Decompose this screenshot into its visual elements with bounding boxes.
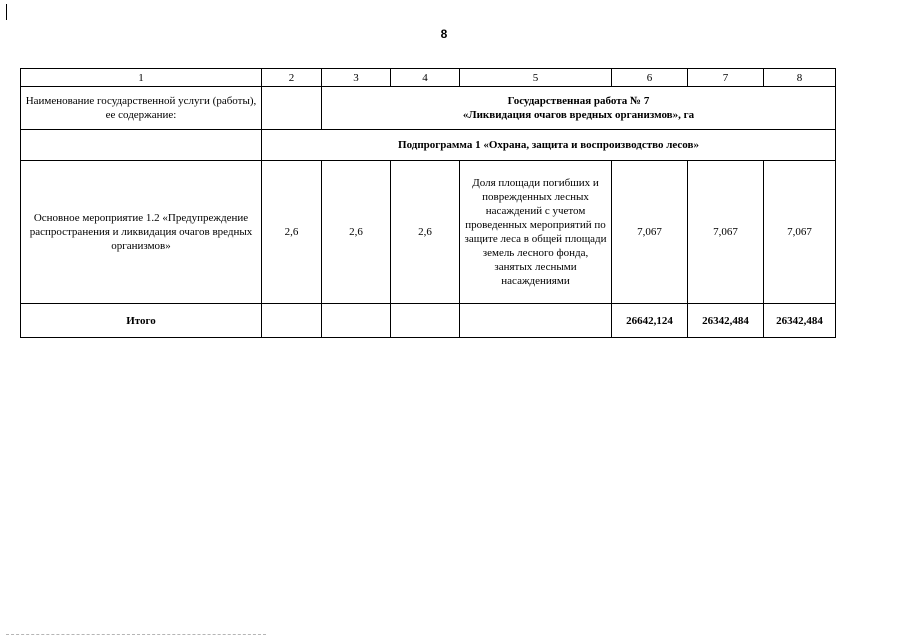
column-number-6: 6 — [612, 69, 688, 87]
total-label: Итого — [21, 304, 262, 338]
margin-mark — [6, 4, 7, 20]
scan-noise-line — [6, 634, 266, 635]
column-number-4: 4 — [391, 69, 460, 87]
service-label: Наименование государственной услуги (работы), ее содержание: — [21, 87, 262, 130]
activity-col4: 2,6 — [391, 161, 460, 304]
service-title-line1: Государственная работа № 7 — [507, 95, 650, 107]
column-number-7: 7 — [688, 69, 764, 87]
service-title — [322, 87, 836, 130]
total-row — [21, 304, 836, 338]
subprogram-empty-cell — [21, 130, 262, 161]
total-col5 — [460, 304, 612, 338]
total-col2 — [262, 304, 322, 338]
budget-table — [20, 68, 836, 338]
service-title-line2: «Ликвидация очагов вредных организмов», га — [462, 109, 695, 121]
activity-col8: 7,067 — [764, 161, 836, 304]
total-col7: 26342,484 — [688, 304, 764, 338]
column-number-3: 3 — [322, 69, 391, 87]
activity-indicator: Доля площади погибших и поврежденных лесных насаждений с учетом проведенных мероприятий по защите леса в общей площади земель лесного фонда, занятых лесными насаждениями — [460, 161, 612, 304]
activity-row — [21, 161, 836, 304]
total-col6: 26642,124 — [612, 304, 688, 338]
total-col8: 26342,484 — [764, 304, 836, 338]
column-number-5: 5 — [460, 69, 612, 87]
column-number-8: 8 — [764, 69, 836, 87]
column-number-2: 2 — [262, 69, 322, 87]
activity-col2: 2,6 — [262, 161, 322, 304]
service-empty-cell — [262, 87, 322, 130]
column-number-1: 1 — [21, 69, 262, 87]
page-number: 8 — [440, 27, 448, 41]
total-col3 — [322, 304, 391, 338]
activity-name: Основное мероприятие 1.2 «Предупреждение распространения и ликвидация очагов вредных организмов» — [21, 161, 262, 304]
activity-col6: 7,067 — [612, 161, 688, 304]
subprogram-title: Подпрограмма 1 «Охрана, защита и воспроизводство лесов» — [262, 130, 836, 161]
activity-col7: 7,067 — [688, 161, 764, 304]
subprogram-row — [21, 130, 836, 161]
column-number-row — [21, 69, 836, 87]
total-col4 — [391, 304, 460, 338]
service-row — [21, 87, 836, 130]
activity-col3: 2,6 — [322, 161, 391, 304]
